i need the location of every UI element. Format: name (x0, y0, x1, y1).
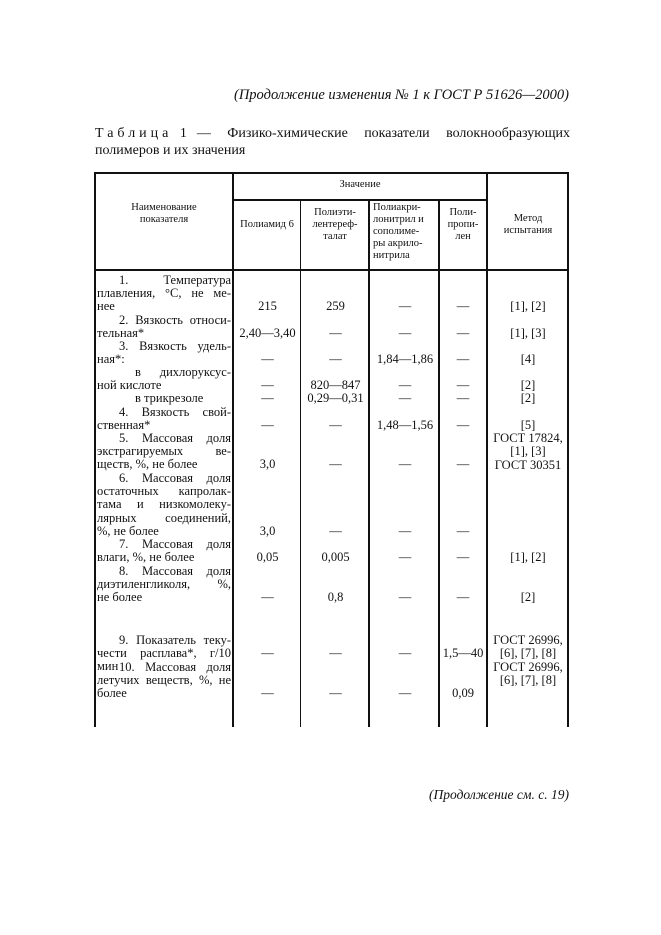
row-name: 4. Вязкость свой- ственная* (97, 405, 231, 433)
row-method: ГОСТ 26996, [6], [7], [8] (493, 633, 563, 661)
row-value: 0,005 (321, 550, 350, 565)
row-value: — (398, 646, 412, 661)
row-method: [4] (520, 352, 536, 367)
row-name: 10. Массовая доля летучих веществ, %, не более (97, 660, 231, 701)
row-name: 7. Массовая доля влаги, %, не более (97, 537, 231, 565)
header-polypropylene: Поли- пропи- лен (447, 207, 479, 242)
row-value: — (329, 646, 342, 661)
row-method: [5] (520, 418, 536, 433)
row-value: 3,0 (259, 523, 276, 538)
row-method: [1], [3] (510, 326, 546, 341)
row-value: — (456, 590, 470, 605)
row-value: — (261, 646, 274, 661)
row-value: — (329, 418, 342, 433)
row-value: — (398, 391, 412, 405)
row-value: — (398, 378, 412, 393)
row-value: — (261, 378, 274, 393)
table-label: Таблица 1 (95, 126, 191, 141)
table-title-line2: полимеров и их значения (95, 143, 246, 158)
table-border-left (94, 172, 96, 727)
header-pet: Полиэти- лентереф- талат (312, 207, 358, 242)
header-divider (232, 199, 488, 201)
properties-table (94, 172, 569, 727)
header-pan: Полиакри- лонитрил и сополиме- ры акрило- нитрила (373, 202, 424, 261)
row-value: — (329, 686, 342, 701)
row-value: — (398, 299, 412, 314)
row-value: — (398, 686, 412, 701)
row-value: — (456, 352, 470, 367)
row-name: 1. Температура плавления, °С, не ме- нее (97, 273, 231, 314)
row-name: 2. Вязкость относи- тельная* (97, 313, 231, 341)
row-value: 2,40—3,40 (239, 326, 296, 341)
row-value: — (261, 391, 274, 405)
row-value: 3,0 (259, 457, 276, 472)
row-value: 215 (258, 299, 277, 314)
row-value: 0,29—0,31 (307, 391, 364, 405)
continuation-footer: (Продолжение см. с. 19) (429, 787, 569, 802)
row-name: 9. Показатель теку- чести расплава*, г/10 мин (97, 633, 231, 674)
row-name: в дихлоруксус- ной кислоте (97, 365, 231, 393)
row-value: 0,05 (256, 550, 279, 565)
row-value: — (261, 590, 274, 605)
row-value: — (398, 523, 412, 538)
row-value: — (329, 457, 342, 472)
row-method: ГОСТ 30351 (494, 458, 562, 473)
table-border-top (94, 172, 569, 174)
row-value: 820—847 (310, 378, 361, 393)
row-value: — (261, 686, 274, 701)
row-value: — (329, 326, 342, 341)
row-method: [1], [2] (510, 550, 546, 565)
header-method: Метод испытания (503, 213, 553, 236)
row-value: — (398, 326, 412, 341)
row-value: — (456, 299, 470, 314)
row-value: 0,8 (327, 590, 344, 605)
continuation-header: (Продолжение изменения № 1 к ГОСТ Р 51626—2000) (234, 87, 569, 103)
row-method: [1], [2] (510, 299, 546, 314)
row-value: — (398, 590, 412, 605)
row-method: [2] (520, 378, 536, 393)
header-polyamide: Полиамид 6 (240, 219, 294, 230)
row-name: 6. Массовая доля остаточных капролак- тама и низкомолеку- лярных соединений, %, не более (97, 471, 231, 538)
table-caption (95, 125, 570, 159)
row-name: 5. Массовая доля экстрагируемых ве- ществ, %, не более (97, 431, 231, 472)
table-title-line1: — Физико-химические показатели волокнообразующих (196, 126, 570, 141)
row-value: 1,48—1,56 (376, 418, 434, 433)
row-name: 3. Вязкость удель- ная*: (97, 339, 231, 367)
row-value: — (456, 326, 470, 341)
row-value: — (456, 391, 470, 405)
header-name: Наименование показателя (131, 202, 197, 225)
row-method: ГОСТ 26996, [6], [7], [8] (493, 660, 563, 688)
row-value: — (329, 523, 342, 538)
header-bottom-border (94, 269, 569, 271)
row-value: 1,5—40 (442, 646, 484, 661)
row-value: 1,84—1,86 (376, 352, 434, 367)
row-value: — (456, 418, 470, 433)
row-value: — (261, 352, 274, 367)
row-value: — (398, 550, 412, 565)
row-value: — (456, 523, 470, 538)
row-method: ГОСТ 17824, [1], [3] (493, 431, 563, 459)
row-method: [2] (520, 391, 536, 405)
column-divider (232, 172, 234, 727)
row-value: — (398, 457, 412, 472)
header-value-group: Значение (339, 179, 381, 190)
row-name: 8. Массовая доля диэтиленгликоля, %, не более (97, 564, 231, 605)
row-value: — (456, 550, 470, 565)
row-value: 0,09 (452, 686, 474, 701)
row-value: — (261, 418, 274, 433)
row-method: [2] (520, 590, 536, 605)
row-name: в трикрезоле (135, 391, 204, 405)
row-value: — (456, 378, 470, 393)
row-value: — (329, 352, 342, 367)
row-value: — (456, 457, 470, 472)
row-value: 259 (326, 299, 345, 314)
